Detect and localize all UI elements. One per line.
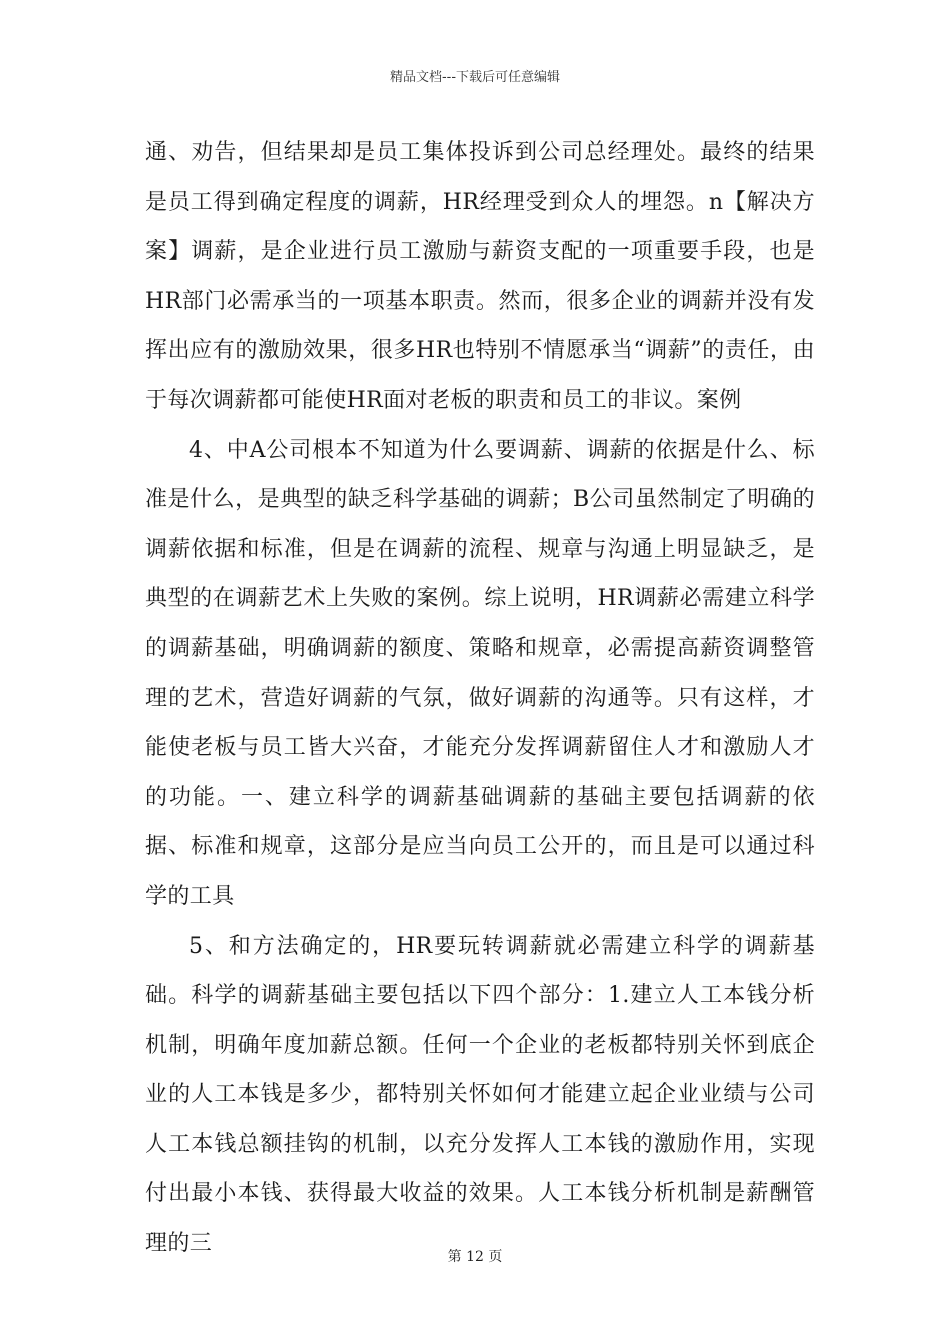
page-header: 精品文档---下载后可任意编辑 [389, 70, 561, 85]
paragraph-2: 4、中A公司根本不知道为什么要调薪、调薪的依据是什么、标准是什么，是典型的缺乏科学基础的调薪；B公司虽然制定了明确的调薪依据和标准，但是在调薪的流程、规章与沟通上明显缺乏，是典型的在调薪艺术上失败的案例。综上说明，HR调薪必需建立科学的调薪基础，明确调薪的额度、策略和规章，必需提高薪资调整管理的艺术，营造好调薪的气氛，做好调薪的沟通等。只有这样，才能使老板与员工皆大兴奋，才能充分发挥调薪留住人才和激励人才的功能。一、建立科学的调薪基础调薪的基础主要包括调薪的依据、标准和规章，这部分是应当向员工公开的，而且是可以通过科学的工具 [145, 437, 815, 909]
paragraph-3: 5、和方法确定的，HR要玩转调薪就必需建立科学的调薪基础。科学的调薪基础主要包括以下四个部分：1.建立人工本钱分析机制，明确年度加薪总额。任何一个企业的老板都特别关怀到底企业的人工本钱是多少，都特别关怀如何才能建立起企业业绩与公司人工本钱总额挂钩的机制，以充分发挥人工本钱的激励作用，实现付出最小本钱、获得最大收益的效果。人工本钱分析机制是薪酬管理的三 [145, 933, 815, 1257]
document-body [145, 128, 815, 1269]
paragraph-1: 通、劝告，但结果却是员工集体投诉到公司总经理处。最终的结果是员工得到确定程度的调薪，HR经理受到众人的埋怨。n【解决方案】调薪，是企业进行员工激励与薪资支配的一项重要手段，也是HR部门必需承当的一项基本职责。然而，很多企业的调薪并没有发挥出应有的激励效果，很多HR也特别不情愿承当“调薪”的责任，由于每次调薪都可能使HR面对老板的职责和员工的非议。案例 [145, 140, 815, 413]
page-number: 第 12 页 [447, 1249, 503, 1265]
